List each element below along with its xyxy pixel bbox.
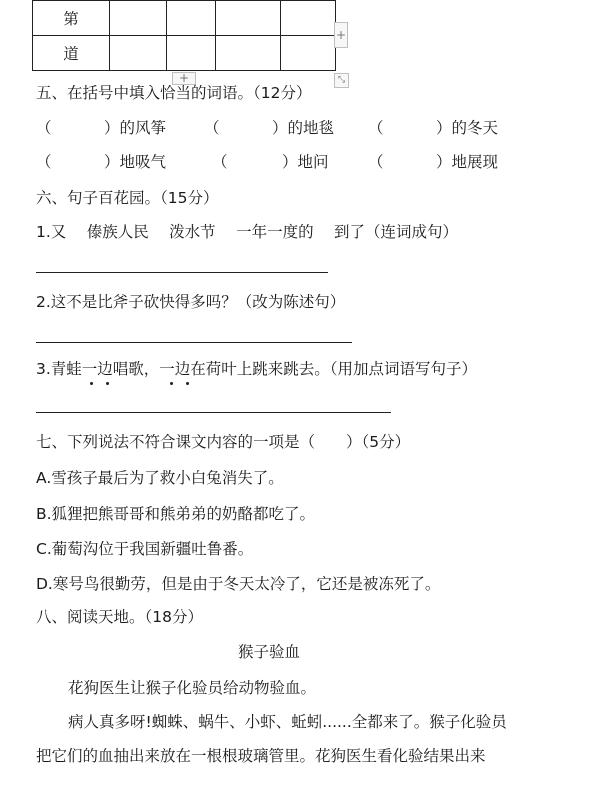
answer-table xyxy=(32,0,336,71)
option-b: B.狐狸把熊哥哥和熊弟弟的奶酪都吃了。 xyxy=(36,505,316,523)
answer-line xyxy=(36,342,352,343)
section-6-title: 六、句子百花园。（15分） xyxy=(36,189,219,207)
emphasis-dot xyxy=(186,382,189,385)
table-row-label: 道 xyxy=(33,36,110,71)
emphasis-dot xyxy=(90,382,93,385)
blank-phrase: ）的冬天 xyxy=(436,119,499,137)
paren-open: （ xyxy=(368,153,384,171)
table-cell[interactable] xyxy=(281,36,336,71)
option-c: C.葡萄沟位于我国新疆吐鲁番。 xyxy=(36,540,254,558)
table-row xyxy=(33,1,336,36)
paren-open: （ xyxy=(204,119,220,137)
table-cell[interactable] xyxy=(110,36,167,71)
emphasis-dot xyxy=(170,382,173,385)
table-resize-icon[interactable]: ⤡ xyxy=(334,73,349,88)
add-row-plus-icon[interactable]: + xyxy=(172,72,196,85)
answer-line xyxy=(36,272,328,273)
table-cell[interactable] xyxy=(110,1,167,36)
question-3: 3.青蛙一边唱歌，一边在荷叶上跳来跳去。（用加点词语写句子） xyxy=(36,360,478,378)
blank-phrase: ）地展现 xyxy=(436,153,499,171)
table-cell[interactable] xyxy=(167,36,216,71)
blank-phrase: ）地吸气 xyxy=(104,153,167,171)
paren-open: （ xyxy=(36,153,52,171)
section-5-title: 五、在括号中填入恰当的词语。（12分） xyxy=(36,84,312,102)
paren-open: （ xyxy=(36,119,52,137)
passage-paragraph: 花狗医生让猴子化验员给动物验血。 xyxy=(68,679,317,697)
option-d: D.寒号鸟很勤劳，但是由于冬天太冷了，它还是被冻死了。 xyxy=(36,575,441,593)
table-row xyxy=(33,36,336,71)
passage-paragraph: 病人真多呀!蜘蛛、蜗牛、小虾、蚯蚓......全都来了。猴子化验员 xyxy=(68,713,507,731)
table-cell[interactable] xyxy=(167,1,216,36)
table-cell[interactable] xyxy=(281,1,336,36)
table-cell[interactable] xyxy=(216,36,281,71)
passage-paragraph: 把它们的血抽出来放在一根根玻璃管里。花狗医生看化验结果出来 xyxy=(36,747,486,765)
blank-phrase: ）的风筝 xyxy=(104,119,167,137)
section-8-title: 八、阅读天地。（18分） xyxy=(36,608,203,626)
blank-phrase: ）地问 xyxy=(282,153,329,171)
question-1: 1.又 傣族人民 泼水节 一年一度的 到了（连词成句） xyxy=(36,223,458,241)
passage-title: 猴子验血 xyxy=(238,643,301,661)
question-2: 2.这不是比斧子砍快得多吗？（改为陈述句） xyxy=(36,293,346,311)
paren-open: （ xyxy=(212,153,228,171)
table-cell[interactable] xyxy=(216,1,281,36)
paren-open: （ xyxy=(368,119,384,137)
table-row-label: 第 xyxy=(33,1,110,36)
blank-phrase: ）的地毯 xyxy=(272,119,335,137)
section-7-title: 七、下列说法不符合课文内容的一项是（ ）（5分） xyxy=(36,433,411,451)
add-column-plus-icon[interactable]: + xyxy=(334,22,348,48)
option-a: A.雪孩子最后为了救小白兔消失了。 xyxy=(36,469,284,487)
emphasis-dot xyxy=(106,382,109,385)
answer-line xyxy=(36,412,391,413)
